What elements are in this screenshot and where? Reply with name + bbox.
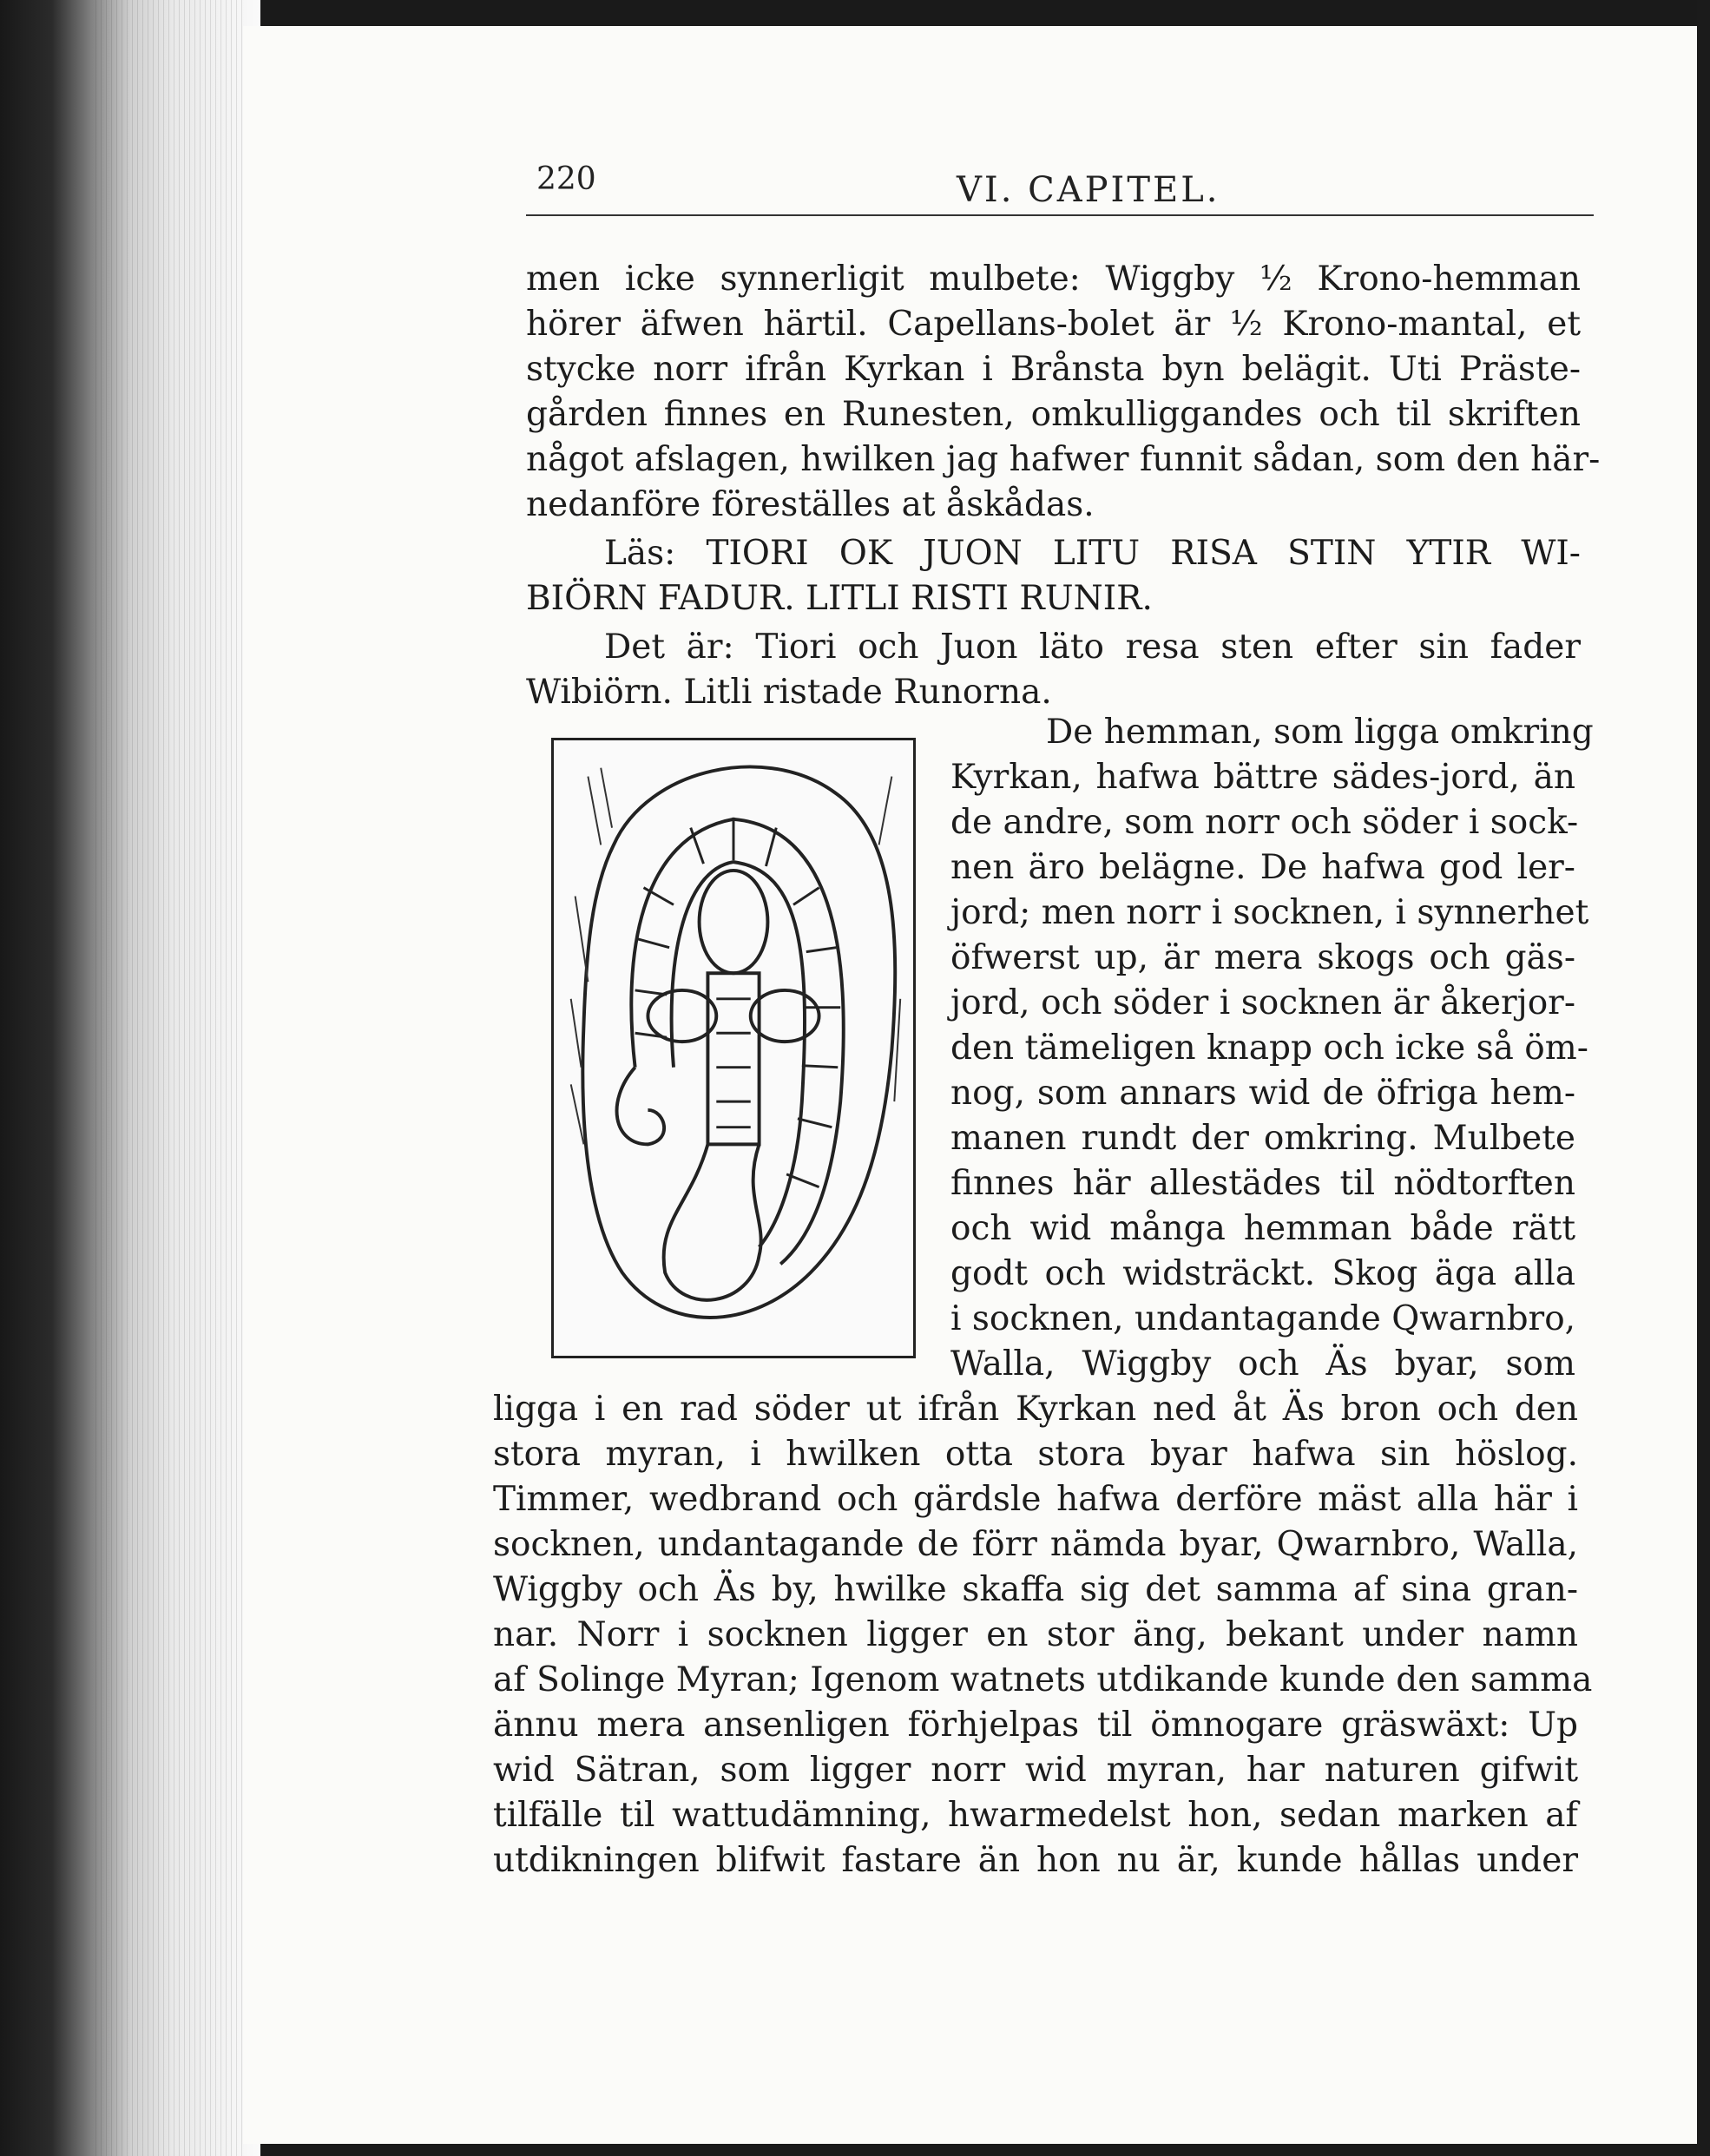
text-line: Kyrkan, hafwa bättre sädes-jord, än [950,758,1575,797]
text-line: öfwerst up, är mera skogs och gäs- [950,938,1575,977]
paragraph-4-column [950,710,1594,1387]
text-line: och wid många hemman både rätt [950,1209,1575,1248]
text-line: utdikningen blifwit fastare än hon nu är, kunde hållas under [493,1841,1578,1880]
text-line: Läs: TIORI OK JUON LITU RISA STIN YTIR WI- [604,534,1581,573]
chapter-title: VI. CAPITEL. [957,170,1220,210]
text-line: Det är: Tiori och Juon läto resa sten efter sin fader [604,628,1581,667]
text-line: i socknen, undantagande Qwarnbro, [950,1299,1576,1338]
text-line: tilfälle til wattudämning, hwarmedelst hon, sedan marken af [493,1796,1578,1835]
text-line: ligga i en rad söder ut ifrån Kyrkan ned åt Äs bron och den [493,1390,1578,1429]
text-line: de andre, som norr och söder i sock- [950,803,1579,842]
text-line: nog, som annars wid de öfriga hem- [950,1074,1575,1113]
page-number: 220 [536,161,596,197]
text-line: Walla, Wiggby och Äs byar, som [950,1344,1575,1384]
book-page-edges [0,0,260,2156]
paragraph-1 [526,257,1601,528]
text-line: något afslagen, hwilken jag hafwer funnit sådan, som den här- [526,440,1601,479]
text-line: jord, och söder i socknen är åkerjor- [950,983,1575,1022]
header-rule [526,214,1594,216]
text-line: stycke norr ifrån Kyrkan i Brånsta byn belägit. Uti Präste- [526,350,1581,389]
text-line: socknen, undantagande de förr nämda byar, Qwarnbro, Walla, [493,1525,1578,1564]
text-line: Wiggby och Äs by, hwilke skaffa sig det samma af sina gran- [493,1570,1578,1609]
paragraph-4-continued [493,1387,1593,1883]
text-line: Timmer, wedbrand och gärdsle hafwa derföre mäst alla här i [493,1480,1578,1519]
text-line: jord; men norr i socknen, i synnerhet [950,893,1589,932]
text-line: finnes här allestädes til nödtorften [950,1164,1575,1203]
text-line: wid Sätran, som ligger norr wid myran, har naturen gifwit [493,1751,1578,1790]
text-line: den tämeligen knapp och icke så öm- [950,1029,1588,1068]
text-line: stora myran, i hwilken otta stora byar hafwa sin höslog. [493,1435,1578,1474]
text-line: godt och widsträckt. Skog äga alla [950,1254,1575,1293]
paragraph-runic-reading [526,531,1581,621]
scan-border [1697,0,1710,2156]
text-line: manen rundt der omkring. Mulbete [950,1119,1575,1158]
text-line: nedanföre föreställes at åskådas. [526,485,1095,524]
text-line: nen äro belägne. De hafwa god ler- [950,848,1575,887]
runestone-illustration [551,738,916,1358]
text-line: ännu mera ansenligen förhjelpas til ömnogare gräswäxt: Up [493,1706,1578,1745]
text-line: BIÖRN FADUR. LITLI RISTI RUNIR. [526,579,1153,618]
text-line: men icke synnerligit mulbete: Wiggby ½ Krono-hemman [526,260,1581,299]
text-line: gården finnes en Runesten, omkulliggandes och til skriften [526,395,1581,434]
text-line: nar. Norr i socknen ligger en stor äng, bekant under namn [493,1615,1578,1654]
text-line: af Solinge Myran; Igenom watnets utdikande kunde den samma [493,1660,1593,1699]
text-line: De hemman, som ligga omkring [1046,713,1594,752]
text-line: Wibiörn. Litli ristade Runorna. [526,673,1052,712]
runestone-drawing [554,740,913,1356]
paragraph-translation [526,625,1581,715]
text-line: hörer äfwen härtil. Capellans-bolet är ½ Krono-mantal, et [526,305,1581,344]
